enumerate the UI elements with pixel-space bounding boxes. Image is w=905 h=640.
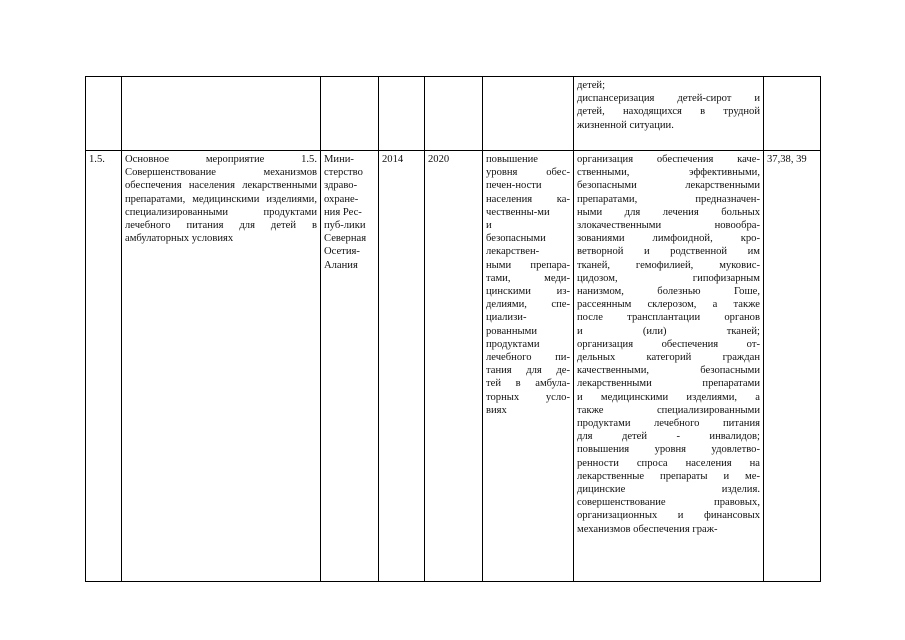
text-line: тканей, гемофилией, муковис-: [577, 259, 760, 271]
cell-description-continued: [574, 77, 764, 151]
text-line: ветворной и родственной им: [577, 246, 760, 258]
text-line: стерство: [324, 167, 363, 179]
text-line: делиями, спе-: [486, 299, 570, 311]
text-line: торных усло-: [486, 391, 570, 403]
text-line: ния Рес-: [324, 206, 362, 218]
text-line: печен-ности: [486, 180, 542, 192]
cell-executor: [321, 151, 379, 582]
text-line: здраво-: [324, 180, 358, 192]
text-line: дельных категорий граждан: [577, 352, 760, 364]
text-line: уровня обес-: [486, 167, 570, 179]
cell-measure-title: Основное мероприятие 1.5. Совершенствование механизмов обеспечения населения лекарственными препаратами, медицинскими изделиями, специализированными продуктами лечебного питания для детей в амбулаторных условиях: [122, 151, 321, 582]
text-line: ственными, эффективными,: [577, 167, 760, 179]
cell-description: [574, 151, 764, 582]
text-line: механизмов обеспечения граж-: [577, 523, 718, 535]
text-line: диспансеризация детей-сирот и: [577, 93, 760, 105]
text-line: детей;: [577, 80, 606, 91]
program-table: [85, 76, 821, 582]
text-line: дицинские изделия.: [577, 484, 760, 496]
text-line: ными для лечения больных: [577, 206, 760, 218]
text-line: лекарственные препараты и ме-: [577, 470, 760, 482]
cell-end-year: 2020: [425, 151, 483, 582]
text-line: цидозом, гипофизарным: [577, 272, 760, 284]
text-line: циализи-: [486, 312, 527, 324]
cell-end-empty: [425, 77, 483, 151]
text-line: продуктами лечебного питания: [577, 418, 760, 430]
text-line: охране-: [324, 193, 359, 205]
text-line: качественными, безопасными: [577, 365, 760, 377]
text-line: жизненной ситуации.: [577, 119, 674, 131]
text-line: для детей - инвалидов;: [577, 431, 760, 443]
text-line: чественны-ми: [486, 206, 550, 218]
text-line: рассеянным склерозом, а также: [577, 299, 760, 311]
cell-result-empty: [483, 77, 574, 151]
text-line: и (или) тканей;: [577, 325, 760, 337]
text-line: и: [486, 220, 492, 232]
text-line: повышение: [486, 154, 538, 165]
text-line: также специализированными: [577, 404, 760, 416]
text-line: детей, находящихся в трудной: [577, 106, 760, 118]
text-line: нанизмом, болезнью Гоше,: [577, 286, 760, 298]
text-line: населения ка-: [486, 193, 570, 205]
text-line: продуктами: [486, 338, 540, 350]
text-line: тами, меди-: [486, 272, 570, 284]
text-line: после трансплантации органов: [577, 312, 760, 324]
text-line: ренности спроса населения на: [577, 457, 760, 469]
text-line: организация обеспечения каче-: [577, 154, 760, 165]
cell-start-year: 2014: [379, 151, 425, 582]
text-line: безопасными: [486, 233, 546, 245]
text-line: организация обеспечения от-: [577, 338, 760, 350]
cell-title-empty: [122, 77, 321, 151]
table-row-1-5: [86, 151, 821, 582]
cell-executor-empty: [321, 77, 379, 151]
text-line: лекарственными препаратами: [577, 378, 760, 390]
text-line: цинскими из-: [486, 286, 570, 298]
text-line: Северная: [324, 233, 367, 245]
text-line: рованными: [486, 325, 537, 337]
text-line: Алания: [324, 259, 358, 271]
text-line: и медицинскими изделиями, а: [577, 391, 760, 403]
text-line: ными препара-: [486, 259, 570, 271]
cell-expected-result: [483, 151, 574, 582]
cell-links: 37,38, 39: [764, 151, 821, 582]
cell-row-number: 1.5.: [86, 151, 122, 582]
text-line: виях: [486, 404, 507, 416]
text-line: повышения уровня удовлетво-: [577, 444, 760, 456]
cell-num-empty: [86, 77, 122, 151]
text-line: лечебного пи-: [486, 352, 570, 364]
cell-links-empty: [764, 77, 821, 151]
text-line: организационных и финансовых: [577, 510, 760, 522]
text-line: тей в амбула-: [486, 378, 570, 390]
text-line: тания для де-: [486, 365, 570, 377]
text-line: Мини-: [324, 154, 354, 165]
text-line: злокачественными новообра-: [577, 220, 760, 232]
text-line: зованиями лимфоидной, кро-: [577, 233, 760, 245]
text-line: безопасными лекарственными: [577, 180, 760, 192]
text-line: пуб-лики: [324, 220, 366, 232]
text-line: Осетия-: [324, 246, 360, 258]
text-line: совершенствование правовых,: [577, 497, 760, 509]
cell-start-empty: [379, 77, 425, 151]
text-line: препаратами, предназначен-: [577, 193, 760, 205]
table-row-continuation: [86, 77, 821, 151]
text-line: лекарствен-: [486, 246, 540, 258]
